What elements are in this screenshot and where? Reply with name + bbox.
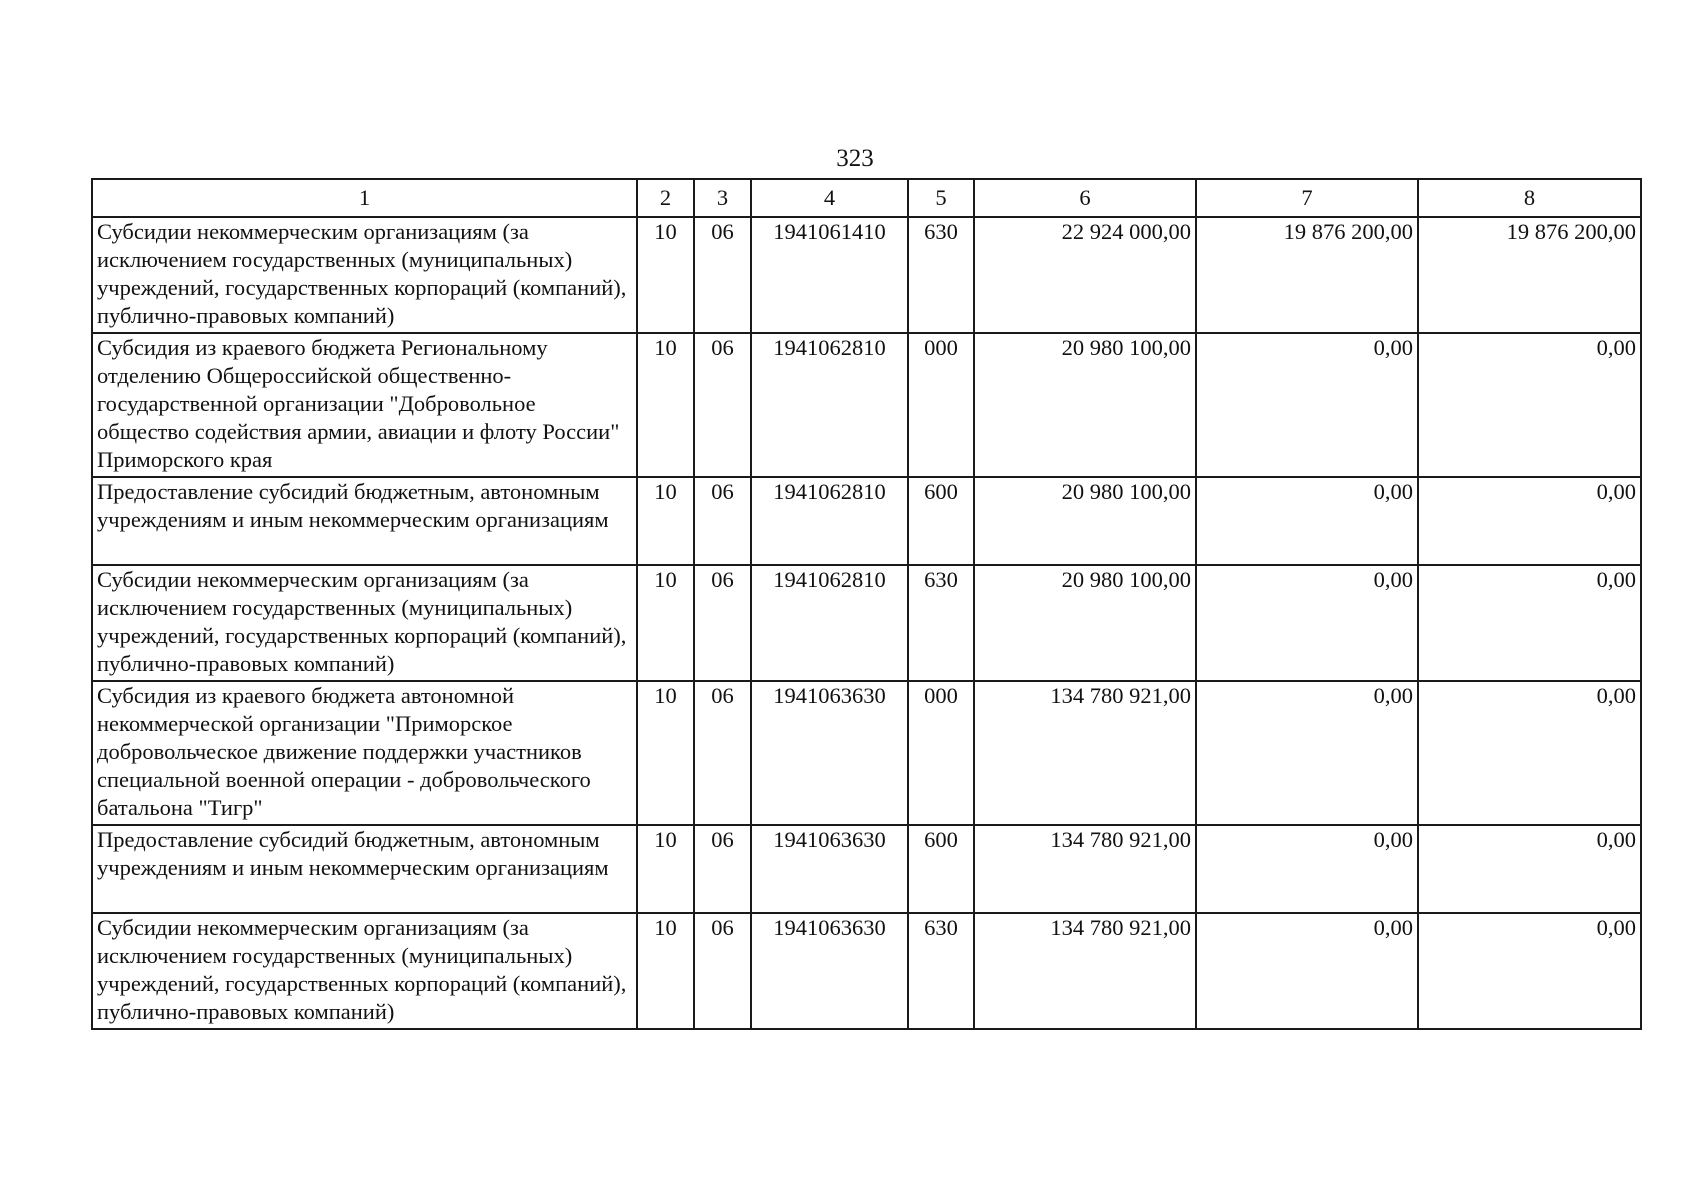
section-code: 10 <box>637 565 694 681</box>
expense-type-code: 630 <box>908 565 974 681</box>
amount-col-6: 20 980 100,00 <box>974 477 1196 565</box>
expense-type-code: 000 <box>908 681 974 825</box>
target-article-code: 1941063630 <box>751 913 908 1029</box>
subsection-code: 06 <box>694 913 751 1029</box>
table-row <box>92 913 1641 1029</box>
expense-type-code: 600 <box>908 477 974 565</box>
row-description: Субсидии некоммерческим организациям (за исключением государственных (муниципальных) учреждений, государственных корпораций (компаний), публично-правовых компаний) <box>92 217 637 333</box>
row-description: Субсидия из краевого бюджета Региональному отделению Общероссийской общественно-государственной организации "Добровольное общество содействия армии, авиации и флоту России" Приморского края <box>92 333 637 477</box>
target-article-code: 1941062810 <box>751 333 908 477</box>
subsection-code: 06 <box>694 217 751 333</box>
expense-type-code: 630 <box>908 913 974 1029</box>
subsection-code: 06 <box>694 333 751 477</box>
subsection-code: 06 <box>694 681 751 825</box>
amount-col-8: 0,00 <box>1418 565 1641 681</box>
amount-col-6: 134 780 921,00 <box>974 825 1196 913</box>
subsection-code: 06 <box>694 477 751 565</box>
row-description: Субсидии некоммерческим организациям (за исключением государственных (муниципальных) учреждений, государственных корпораций (компаний), публично-правовых компаний) <box>92 565 637 681</box>
target-article-code: 1941063630 <box>751 825 908 913</box>
amount-col-6: 134 780 921,00 <box>974 913 1196 1029</box>
amount-col-7: 19 876 200,00 <box>1196 217 1418 333</box>
amount-col-7: 0,00 <box>1196 913 1418 1029</box>
section-code: 10 <box>637 681 694 825</box>
column-header: 8 <box>1418 179 1641 217</box>
header-row <box>92 179 1641 217</box>
row-description: Предоставление субсидий бюджетным, автономным учреждениям и иным некоммерческим организациям <box>92 477 637 565</box>
amount-col-7: 0,00 <box>1196 477 1418 565</box>
section-code: 10 <box>637 825 694 913</box>
amount-col-8: 0,00 <box>1418 913 1641 1029</box>
expense-type-code: 630 <box>908 217 974 333</box>
expense-type-code: 600 <box>908 825 974 913</box>
amount-col-6: 134 780 921,00 <box>974 681 1196 825</box>
table-row <box>92 681 1641 825</box>
table-row <box>92 825 1641 913</box>
amount-col-6: 20 980 100,00 <box>974 565 1196 681</box>
table-body <box>92 217 1641 1029</box>
page-number: 323 <box>836 145 874 172</box>
target-article-code: 1941063630 <box>751 681 908 825</box>
row-description: Предоставление субсидий бюджетным, автономным учреждениям и иным некоммерческим организациям <box>92 825 637 913</box>
section-code: 10 <box>637 333 694 477</box>
column-header: 4 <box>751 179 908 217</box>
column-header: 5 <box>908 179 974 217</box>
amount-col-7: 0,00 <box>1196 681 1418 825</box>
table-header <box>92 179 1641 217</box>
budget-table <box>91 178 1642 1030</box>
column-header: 2 <box>637 179 694 217</box>
amount-col-8: 0,00 <box>1418 681 1641 825</box>
target-article-code: 1941061410 <box>751 217 908 333</box>
expense-type-code: 000 <box>908 333 974 477</box>
column-header: 7 <box>1196 179 1418 217</box>
amount-col-8: 0,00 <box>1418 333 1641 477</box>
subsection-code: 06 <box>694 565 751 681</box>
section-code: 10 <box>637 913 694 1029</box>
section-code: 10 <box>637 477 694 565</box>
table-row <box>92 217 1641 333</box>
column-header: 3 <box>694 179 751 217</box>
target-article-code: 1941062810 <box>751 477 908 565</box>
row-description: Субсидии некоммерческим организациям (за исключением государственных (муниципальных) учреждений, государственных корпораций (компаний), публично-правовых компаний) <box>92 913 637 1029</box>
amount-col-8: 0,00 <box>1418 477 1641 565</box>
table-row <box>92 477 1641 565</box>
amount-col-6: 20 980 100,00 <box>974 333 1196 477</box>
table-row <box>92 333 1641 477</box>
amount-col-7: 0,00 <box>1196 333 1418 477</box>
column-header: 1 <box>92 179 637 217</box>
subsection-code: 06 <box>694 825 751 913</box>
row-description: Субсидия из краевого бюджета автономной некоммерческой организации "Приморское добровольческое движение поддержки участников специальной военной операции - добровольческого батальона "Тигр" <box>92 681 637 825</box>
amount-col-8: 0,00 <box>1418 825 1641 913</box>
table-row <box>92 565 1641 681</box>
amount-col-6: 22 924 000,00 <box>974 217 1196 333</box>
column-header: 6 <box>974 179 1196 217</box>
target-article-code: 1941062810 <box>751 565 908 681</box>
amount-col-7: 0,00 <box>1196 565 1418 681</box>
amount-col-8: 19 876 200,00 <box>1418 217 1641 333</box>
amount-col-7: 0,00 <box>1196 825 1418 913</box>
section-code: 10 <box>637 217 694 333</box>
